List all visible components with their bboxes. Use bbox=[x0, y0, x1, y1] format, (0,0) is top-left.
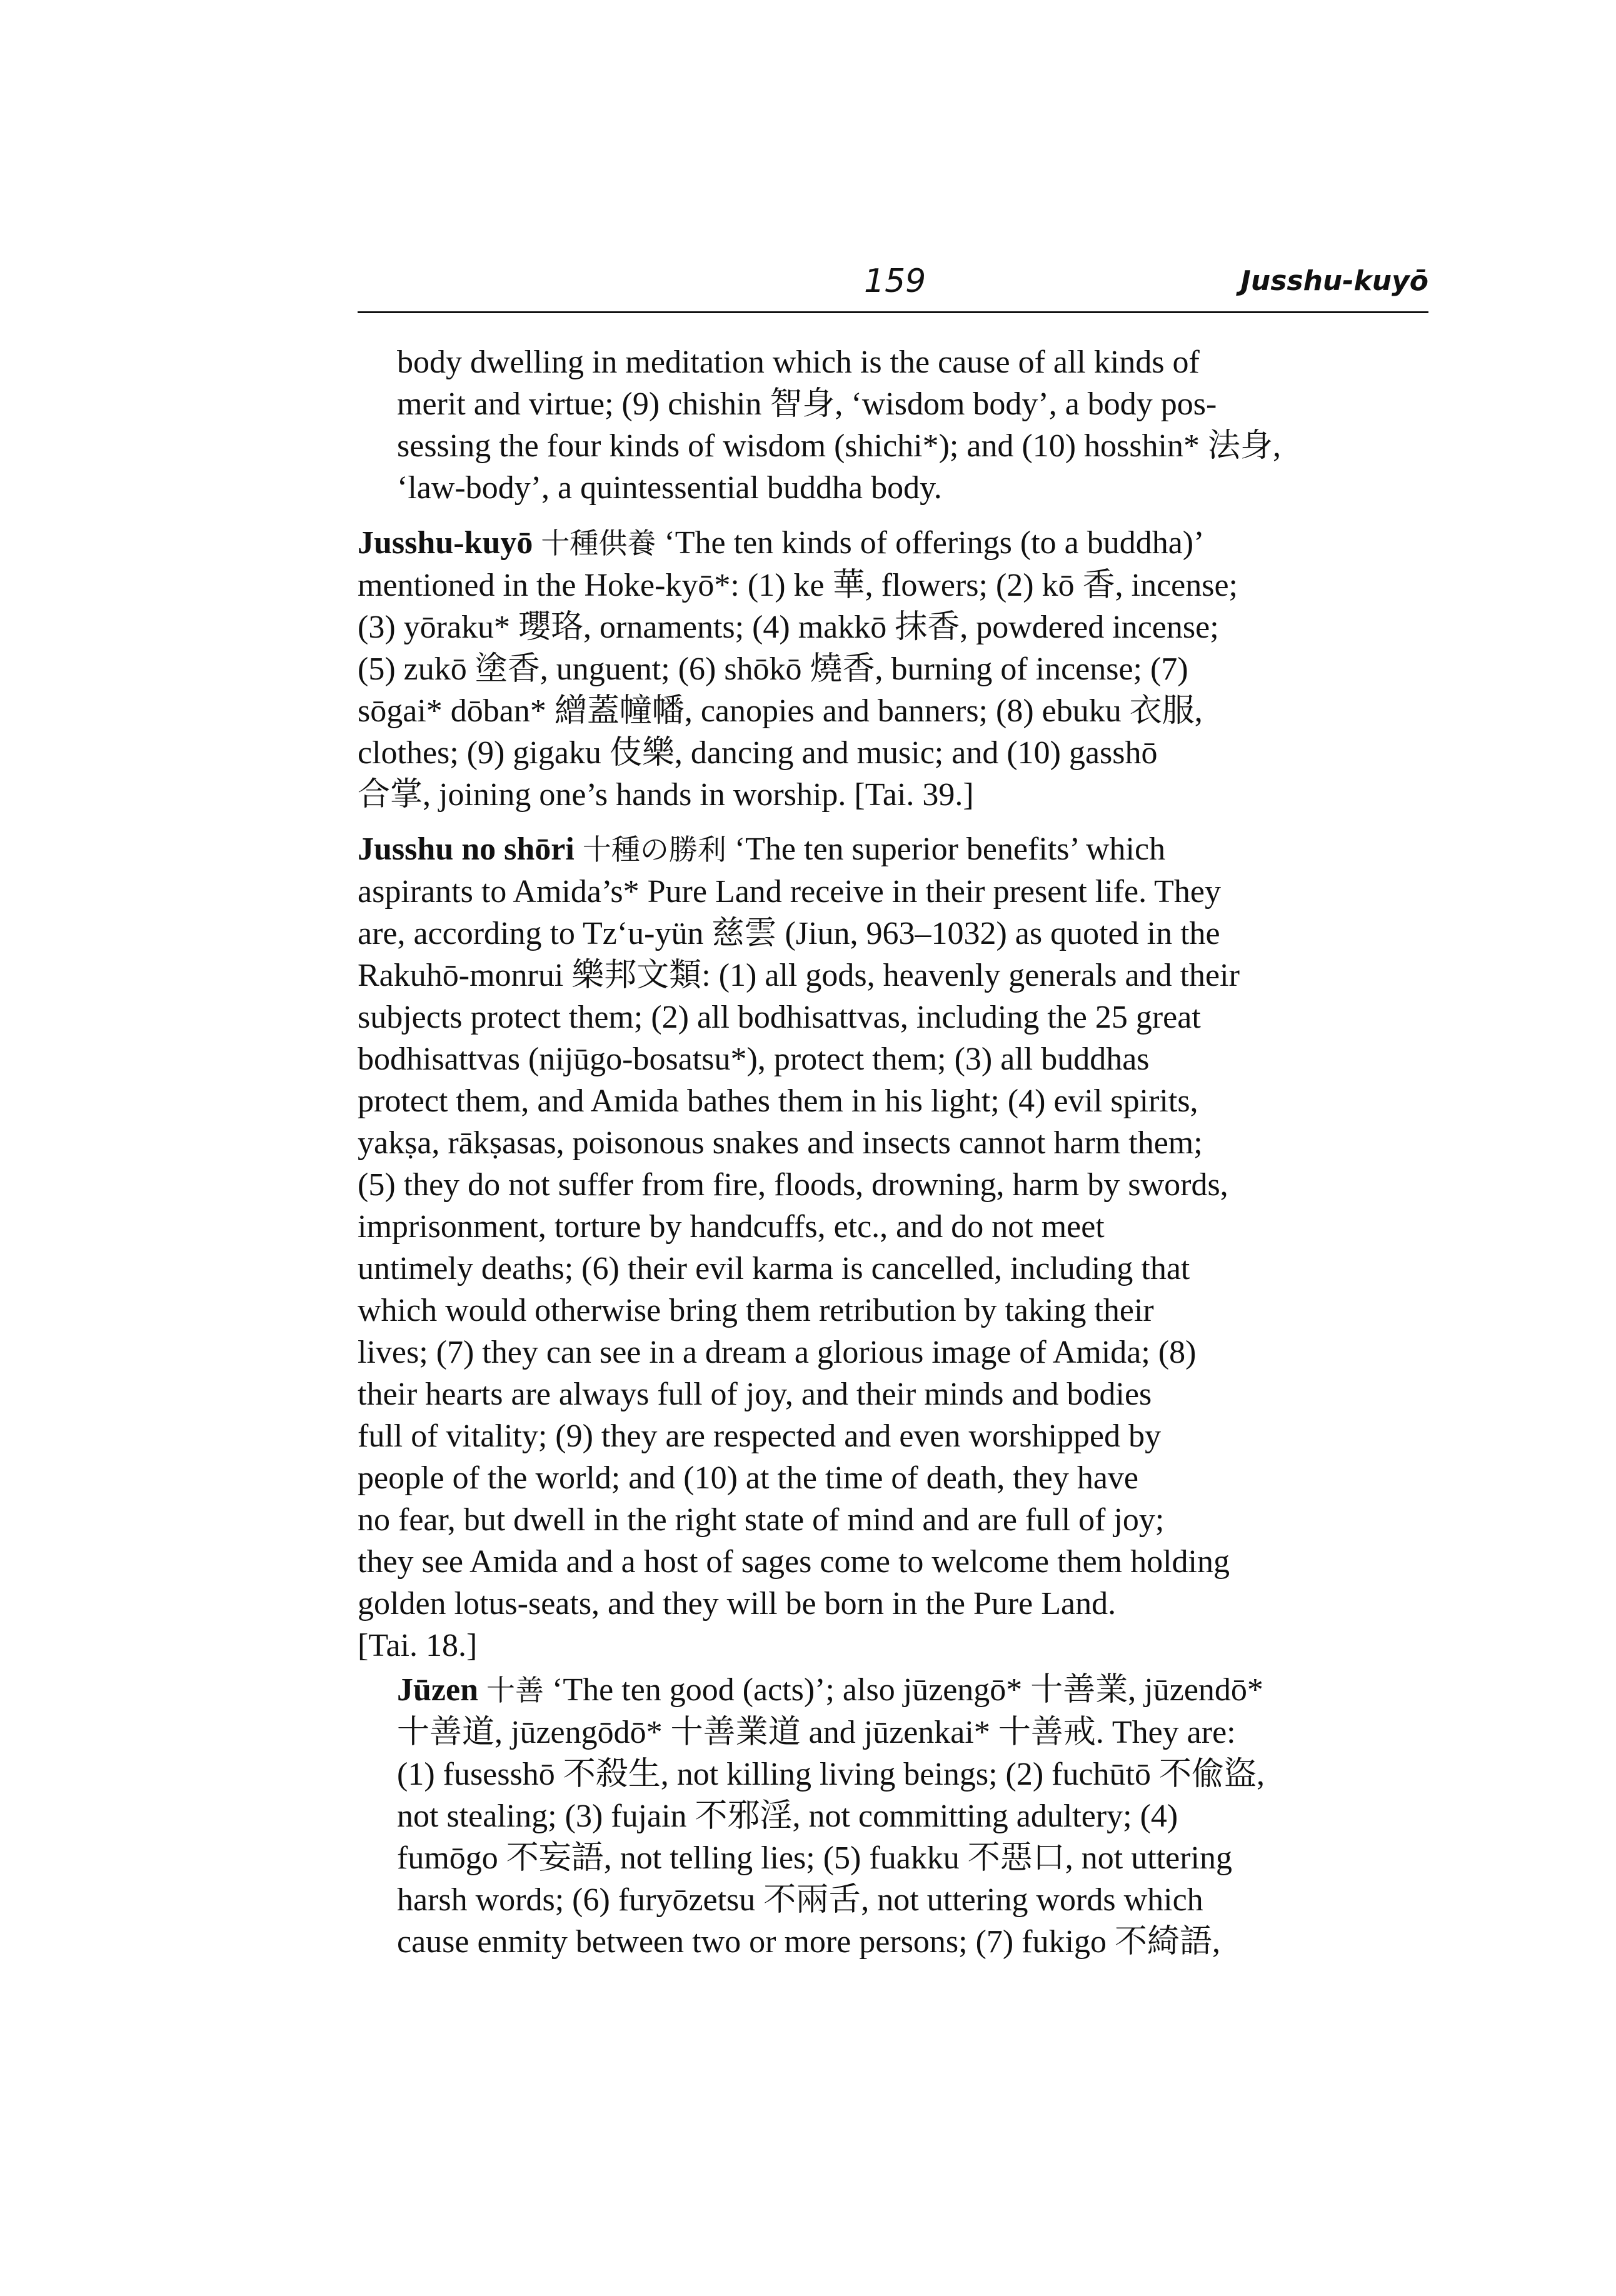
entry-headword: Jūzen bbox=[397, 1672, 478, 1708]
text-line: ‘The ten superior benefits’ which bbox=[734, 831, 1166, 867]
text-line: fumōgo 不妄語, not telling lies; (5) fuakku 不惡口, not uttering bbox=[397, 1840, 1232, 1876]
continuation-text bbox=[397, 341, 1428, 509]
text-line: mentioned in the Hoke-kyō*: (1) ke 華, flowers; (2) kō 香, incense; bbox=[358, 568, 1238, 603]
text-line: protect them, and Amida bathes them in his light; (4) evil spirits, bbox=[358, 1083, 1198, 1119]
text-line: clothes; (9) gigaku 伎樂, dancing and music; and (10) gasshō bbox=[358, 735, 1158, 771]
text-line: imprisonment, torture by handcuffs, etc., and do not meet bbox=[358, 1209, 1105, 1245]
entry-first-line bbox=[358, 828, 1468, 871]
text-line: their hearts are always full of joy, and their minds and bodies bbox=[358, 1376, 1152, 1412]
header-rule bbox=[358, 311, 1428, 313]
dictionary-entry bbox=[397, 1669, 1428, 1963]
text-line: are, according to Tz‘u-yün 慈雲 (Jiun, 963–1032) as quoted in the bbox=[358, 916, 1220, 951]
text-line: sessing the four kinds of wisdom (shichi*); and (10) hosshin* 法身, bbox=[397, 428, 1282, 464]
entry-headword: Jusshu no shōri bbox=[358, 831, 575, 867]
text-line: [Tai. 18.] bbox=[358, 1628, 478, 1663]
text-line: no fear, but dwell in the right state of mind and are full of joy; bbox=[358, 1502, 1165, 1538]
text-line: full of vitality; (9) they are respected and even worshipped by bbox=[358, 1418, 1162, 1454]
text-line: (1) fusesshō 不殺生, not killing living beings; (2) fuchūtō 不偸盜, bbox=[397, 1757, 1265, 1792]
entry-kanji: 十種供養 bbox=[541, 526, 656, 560]
text-line: ‘The ten good (acts)’; also jūzengō* 十善業, jūzendō* bbox=[552, 1672, 1263, 1708]
page-number: 159 bbox=[864, 263, 926, 300]
text-line: not stealing; (3) fujain 不邪淫, not committing adultery; (4) bbox=[397, 1798, 1178, 1834]
text-line: (5) they do not suffer from fire, floods, drowning, harm by swords, bbox=[358, 1167, 1228, 1203]
text-line: untimely deaths; (6) their evil karma is cancelled, including that bbox=[358, 1251, 1190, 1286]
text-line: (3) yōraku* 瓔珞, ornaments; (4) makkō 抹香, powdered incense; bbox=[358, 609, 1219, 645]
text-line: aspirants to Amida’s* Pure Land receive in their present life. They bbox=[358, 874, 1221, 910]
entry-kanji: 十種の勝利 bbox=[582, 833, 726, 866]
text-line: (5) zukō 塗香, unguent; (6) shōkō 燒香, burning of incense; (7) bbox=[358, 651, 1188, 687]
text-line: ‘The ten kinds of offerings (to a buddha)’ bbox=[664, 525, 1205, 561]
text-line: they see Amida and a host of sages come to welcome them holding bbox=[358, 1544, 1230, 1580]
text-line: merit and virtue; (9) chishin 智身, ‘wisdom body’, a body pos- bbox=[397, 386, 1217, 422]
dictionary-entry bbox=[358, 522, 1468, 816]
entry-first-line bbox=[358, 522, 1468, 564]
text-line: sōgai* dōban* 繒蓋幢幡, canopies and banners; (8) ebuku 衣服, bbox=[358, 693, 1203, 729]
running-head: Jusshu-kuyō bbox=[1240, 265, 1428, 297]
text-line: people of the world; and (10) at the time of death, they have bbox=[358, 1460, 1139, 1496]
entry-first-line bbox=[397, 1669, 1428, 1712]
text-line: yakṣa, rākṣasas, poisonous snakes and insects cannot harm them; bbox=[358, 1125, 1203, 1161]
entry-kanji: 十善 bbox=[486, 1673, 544, 1707]
text-line: ‘law-body’, a quintessential buddha body. bbox=[397, 470, 942, 506]
text-line: subjects protect them; (2) all bodhisattvas, including the 25 great bbox=[358, 1000, 1201, 1035]
text-line: body dwelling in meditation which is the cause of all kinds of bbox=[397, 344, 1200, 380]
text-line: golden lotus-seats, and they will be born in the Pure Land. bbox=[358, 1586, 1117, 1622]
text-line: cause enmity between two or more persons; (7) fukigo 不綺語, bbox=[397, 1924, 1221, 1960]
text-line: which would otherwise bring them retribution by taking their bbox=[358, 1293, 1154, 1328]
dictionary-entry bbox=[358, 828, 1468, 1667]
text-line: lives; (7) they can see in a dream a glorious image of Amida; (8) bbox=[358, 1335, 1197, 1370]
text-line: bodhisattvas (nijūgo-bosatsu*), protect them; (3) all buddhas bbox=[358, 1041, 1150, 1077]
entry-headword: Jusshu-kuyō bbox=[358, 525, 533, 561]
text-line: 十善道, jūzengōdō* 十善業道 and jūzenkai* 十善戒. They are: bbox=[397, 1715, 1236, 1750]
text-line: 合掌, joining one’s hands in worship. [Tai. 39.] bbox=[358, 777, 974, 813]
text-line: Rakuhō-monrui 樂邦文類: (1) all gods, heavenly generals and their bbox=[358, 958, 1240, 993]
page-header bbox=[358, 250, 1428, 313]
text-line: harsh words; (6) furyōzetsu 不兩舌, not uttering words which bbox=[397, 1882, 1203, 1918]
